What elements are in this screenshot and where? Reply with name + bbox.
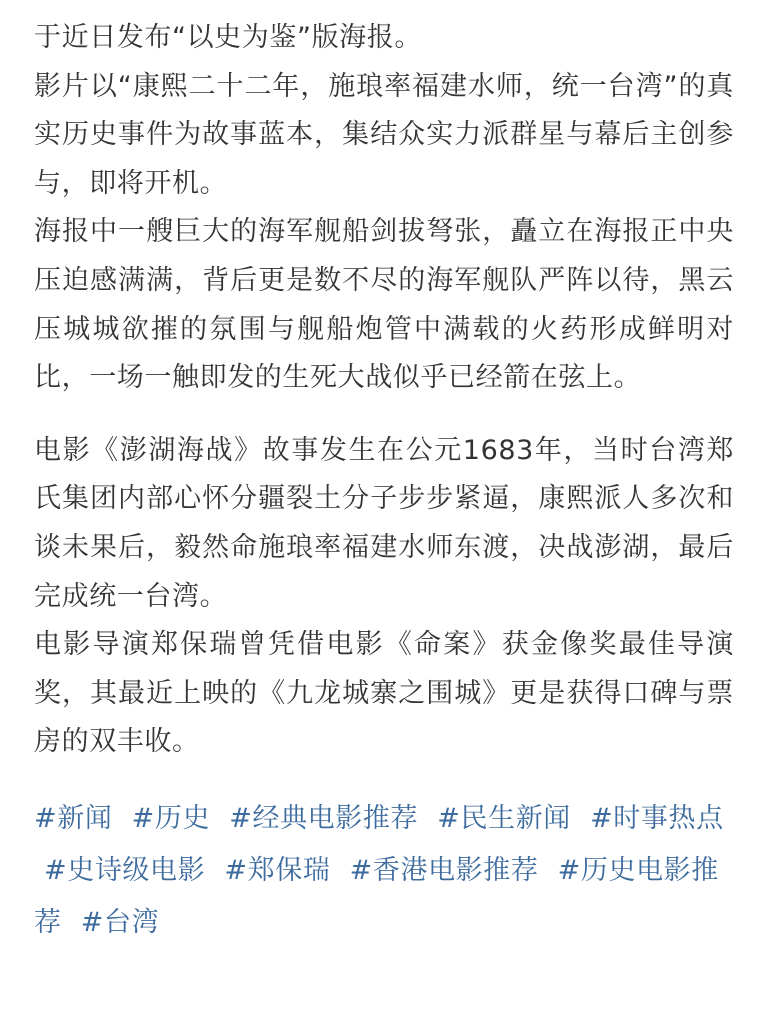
post-paragraph-poster-release: 于近日发布“以史为鉴”版海报。 (34, 22, 422, 53)
hashtag-link-historical-movies[interactable]: #历史电影推荐 (34, 854, 719, 938)
post-paragraph-poster-description: 海报中一艘巨大的海军舰船剑拔弩张，矗立在海报正中央压迫感满满，背后更是数不尽的海军舰队严阵以待，黑云压城城欲摧的氛围与舰船炮管中满载的火药形成鲜明对比，一场一触即发的生死大战似乎已经箭在弦上。 (34, 216, 734, 394)
hashtag-link-hong-kong-movies[interactable]: #香港电影推荐 (349, 854, 539, 886)
paragraph-spacer (34, 403, 734, 427)
hashtag-link-epic-movies[interactable]: #史诗级电影 (44, 854, 206, 886)
hashtag-link-history[interactable]: #历史 (131, 802, 211, 834)
post-paragraph-film-premise: 影片以“康熙二十二年，施琅率福建水师，统一台湾”的真实历史事件为故事蓝本，集结众实力派群星与幕后主创参与，即将开机。 (34, 70, 734, 199)
hashtag-list (34, 793, 734, 949)
hashtag-link-livelihood-news[interactable]: #民生新闻 (437, 802, 571, 834)
hashtag-link-classic-movie-recommendations[interactable]: #经典电影推荐 (229, 802, 419, 834)
hashtag-link-taiwan[interactable]: #台湾 (80, 906, 160, 938)
post-paragraph-director-info: 电影导演郑保瑞曾凭借电影《命案》获金像奖最佳导演奖，其最近上映的《九龙城寨之围城》更是获得口碑与票房的双丰收。 (34, 629, 734, 758)
hashtag-link-news[interactable]: #新闻 (34, 802, 113, 834)
hashtag-link-director-cheang[interactable]: #郑保瑞 (224, 854, 331, 886)
post-paragraph-story-background: 电影《澎湖海战》故事发生在公元1683年，当时台湾郑氏集团内部心怀分疆裂土分子步步紧逼，康熙派人多次和谈未果后，毅然命施琅率福建水师东渡，决战澎湖，最后完成统一台湾。 (34, 434, 734, 612)
hashtag-link-current-affairs[interactable]: #时事热点 (590, 802, 724, 834)
